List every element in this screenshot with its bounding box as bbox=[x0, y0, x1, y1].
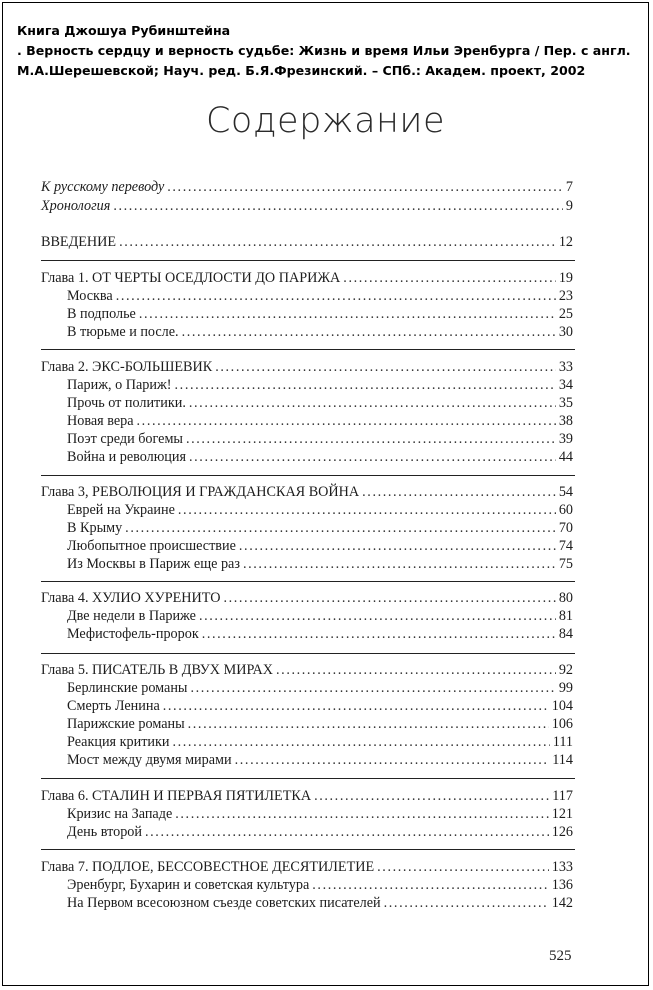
section-divider bbox=[41, 778, 575, 779]
section-entry bbox=[67, 698, 573, 716]
section-entry bbox=[67, 413, 573, 431]
dot-leader bbox=[182, 324, 556, 341]
entry-page: 70 bbox=[558, 520, 573, 536]
entry-title: Еврей на Украине bbox=[67, 502, 175, 518]
chapter-entry bbox=[41, 484, 573, 502]
dot-leader bbox=[119, 234, 556, 251]
front-matter-entry bbox=[41, 198, 573, 216]
entry-title: Две недели в Париже bbox=[67, 608, 196, 624]
intro-entry bbox=[41, 234, 573, 252]
entry-title: Берлинские романы bbox=[67, 680, 188, 696]
dot-leader bbox=[139, 306, 556, 323]
entry-title: В тюрьме и после. bbox=[67, 324, 179, 340]
dot-leader bbox=[189, 449, 556, 466]
entry-title: Из Москвы в Париж еще раз bbox=[67, 556, 240, 572]
entry-page: 39 bbox=[558, 431, 573, 447]
dot-leader bbox=[188, 716, 549, 733]
entry-title: В подполье bbox=[67, 306, 136, 322]
entry-title: Париж, о Париж! bbox=[67, 377, 172, 393]
entry-page: 38 bbox=[558, 413, 573, 429]
dot-leader bbox=[215, 359, 556, 376]
dot-leader bbox=[276, 662, 556, 679]
entry-title: Глава 5. ПИСАТЕЛЬ В ДВУХ МИРАХ bbox=[41, 662, 274, 678]
entry-page: 23 bbox=[558, 288, 573, 304]
dot-leader bbox=[343, 270, 556, 287]
entry-title: К русскому переводу bbox=[41, 179, 165, 195]
entry-page: 106 bbox=[551, 716, 573, 732]
entry-title: Прочь от политики. bbox=[67, 395, 186, 411]
section-entry bbox=[67, 877, 573, 895]
page-title: Содержание bbox=[205, 101, 445, 141]
dot-leader bbox=[125, 520, 556, 537]
section-divider bbox=[41, 581, 575, 582]
chapter-entry bbox=[41, 662, 573, 680]
header-line-3: М.А.Шерешевской; Науч. ред. Б.Я.Фрезинский. – СПб.: Академ. проект, 2002 bbox=[17, 63, 586, 78]
entry-page: 126 bbox=[551, 824, 573, 840]
entry-page: 136 bbox=[551, 877, 573, 893]
dot-leader bbox=[235, 752, 550, 769]
dot-leader bbox=[167, 179, 563, 196]
header-line-1: Книга Джошуа Рубинштейна bbox=[17, 23, 231, 38]
entry-title: Мефистофель-пророк bbox=[67, 626, 199, 642]
entry-page: 19 bbox=[558, 270, 573, 286]
entry-page: 114 bbox=[552, 752, 573, 768]
dot-leader bbox=[145, 824, 549, 841]
section-entry bbox=[67, 824, 573, 842]
entry-page: 33 bbox=[558, 359, 573, 375]
section-entry bbox=[67, 306, 573, 324]
entry-page: 25 bbox=[558, 306, 573, 322]
dot-leader bbox=[163, 698, 549, 715]
entry-title: На Первом всесоюзном съезде советских писателей bbox=[67, 895, 381, 911]
entry-title: Глава 3, РЕВОЛЮЦИЯ И ГРАЖДАНСКАЯ ВОЙНА bbox=[41, 484, 360, 500]
entry-title: Реакция критики bbox=[67, 734, 170, 750]
dot-leader bbox=[175, 377, 556, 394]
entry-title: Глава 6. СТАЛИН И ПЕРВАЯ ПЯТИЛЕТКА bbox=[41, 788, 312, 804]
entry-title: Глава 2. ЭКС-БОЛЬШЕВИК bbox=[41, 359, 213, 375]
section-divider bbox=[41, 349, 575, 350]
section-entry bbox=[67, 626, 573, 644]
entry-page: 44 bbox=[558, 449, 573, 465]
entry-title: Хронология bbox=[41, 198, 111, 214]
entry-page: 92 bbox=[558, 662, 573, 678]
dot-leader bbox=[137, 413, 556, 430]
entry-page: 99 bbox=[558, 680, 573, 696]
entry-page: 74 bbox=[558, 538, 573, 554]
dot-leader bbox=[189, 395, 556, 412]
entry-title: Новая вера bbox=[67, 413, 134, 429]
entry-page: 35 bbox=[558, 395, 573, 411]
entry-page: 81 bbox=[558, 608, 573, 624]
entry-page: 111 bbox=[552, 734, 573, 750]
chapter-entry bbox=[41, 590, 573, 608]
section-entry bbox=[67, 734, 573, 752]
entry-title: Смерть Ленина bbox=[67, 698, 160, 714]
section-entry bbox=[67, 608, 573, 626]
dot-leader bbox=[190, 680, 555, 697]
entry-page: 121 bbox=[551, 806, 573, 822]
dot-leader bbox=[314, 788, 549, 805]
entry-page: 12 bbox=[558, 234, 573, 250]
dot-leader bbox=[113, 198, 563, 215]
section-divider bbox=[41, 653, 575, 654]
section-entry bbox=[67, 806, 573, 824]
entry-title: Эренбург, Бухарин и советская культура bbox=[67, 877, 310, 893]
dot-leader bbox=[116, 288, 556, 305]
entry-title: День второй bbox=[67, 824, 142, 840]
entry-page: 133 bbox=[551, 859, 573, 875]
entry-title: Глава 7. ПОДЛОЕ, БЕССОВЕСТНОЕ ДЕСЯТИЛЕТИЕ bbox=[41, 859, 375, 875]
entry-title: Глава 4. ХУЛИО ХУРЕНИТО bbox=[41, 590, 221, 606]
section-entry bbox=[67, 431, 573, 449]
section-entry bbox=[67, 680, 573, 698]
section-divider bbox=[41, 849, 575, 850]
section-divider bbox=[41, 475, 575, 476]
section-entry bbox=[67, 520, 573, 538]
section-entry bbox=[67, 502, 573, 520]
dot-leader bbox=[186, 431, 556, 448]
entry-page: 84 bbox=[558, 626, 573, 642]
entry-title: Поэт среди богемы bbox=[67, 431, 183, 447]
entry-page: 142 bbox=[551, 895, 573, 911]
dot-leader bbox=[312, 877, 548, 894]
entry-title: Глава 1. ОТ ЧЕРТЫ ОСЕДЛОСТИ ДО ПАРИЖА bbox=[41, 270, 341, 286]
entry-page: 80 bbox=[558, 590, 573, 606]
entry-page: 34 bbox=[558, 377, 573, 393]
entry-page: 54 bbox=[558, 484, 573, 500]
entry-title: Мост между двумя мирами bbox=[67, 752, 232, 768]
entry-title: Война и революция bbox=[67, 449, 187, 465]
dot-leader bbox=[199, 608, 556, 625]
dot-leader bbox=[384, 895, 549, 912]
section-entry bbox=[67, 288, 573, 306]
dot-leader bbox=[175, 806, 548, 823]
chapter-entry bbox=[41, 270, 573, 288]
entry-title: ВВЕДЕНИЕ bbox=[41, 234, 117, 250]
entry-page: 9 bbox=[565, 198, 573, 214]
page bbox=[2, 2, 649, 986]
entry-title: В Крыму bbox=[67, 520, 123, 536]
entry-page: 60 bbox=[558, 502, 573, 518]
entry-page: 30 bbox=[558, 324, 573, 340]
entry-title: Парижские романы bbox=[67, 716, 185, 732]
entry-page: 104 bbox=[551, 698, 573, 714]
dot-leader bbox=[202, 626, 556, 643]
section-entry bbox=[67, 324, 573, 342]
entry-page: 75 bbox=[558, 556, 573, 572]
dot-leader bbox=[178, 502, 556, 519]
section-entry bbox=[67, 716, 573, 734]
bibliographic-header bbox=[17, 21, 642, 81]
dot-leader bbox=[377, 859, 549, 876]
dot-leader bbox=[172, 734, 549, 751]
dot-leader bbox=[223, 590, 555, 607]
dot-leader bbox=[243, 556, 556, 573]
entry-page: 7 bbox=[565, 179, 573, 195]
section-entry bbox=[67, 895, 573, 913]
header-line-2: . Верность сердцу и верность судьбе: Жизнь и время Ильи Эренбурга / Пер. с англ. bbox=[17, 43, 631, 58]
page-number: 525 bbox=[549, 948, 572, 964]
section-entry bbox=[67, 538, 573, 556]
section-entry bbox=[67, 377, 573, 395]
section-entry bbox=[67, 395, 573, 413]
section-entry bbox=[67, 449, 573, 467]
dot-leader bbox=[239, 538, 556, 555]
section-entry bbox=[67, 752, 573, 770]
dot-leader bbox=[362, 484, 556, 501]
entry-page: 117 bbox=[552, 788, 573, 804]
entry-title: Кризис на Западе bbox=[67, 806, 173, 822]
entry-title: Любопытное происшествие bbox=[67, 538, 236, 554]
chapter-entry bbox=[41, 359, 573, 377]
chapter-entry bbox=[41, 788, 573, 806]
chapter-entry bbox=[41, 859, 573, 877]
front-matter-entry bbox=[41, 179, 573, 197]
section-divider bbox=[41, 260, 575, 261]
entry-title: Москва bbox=[67, 288, 113, 304]
section-entry bbox=[67, 556, 573, 574]
